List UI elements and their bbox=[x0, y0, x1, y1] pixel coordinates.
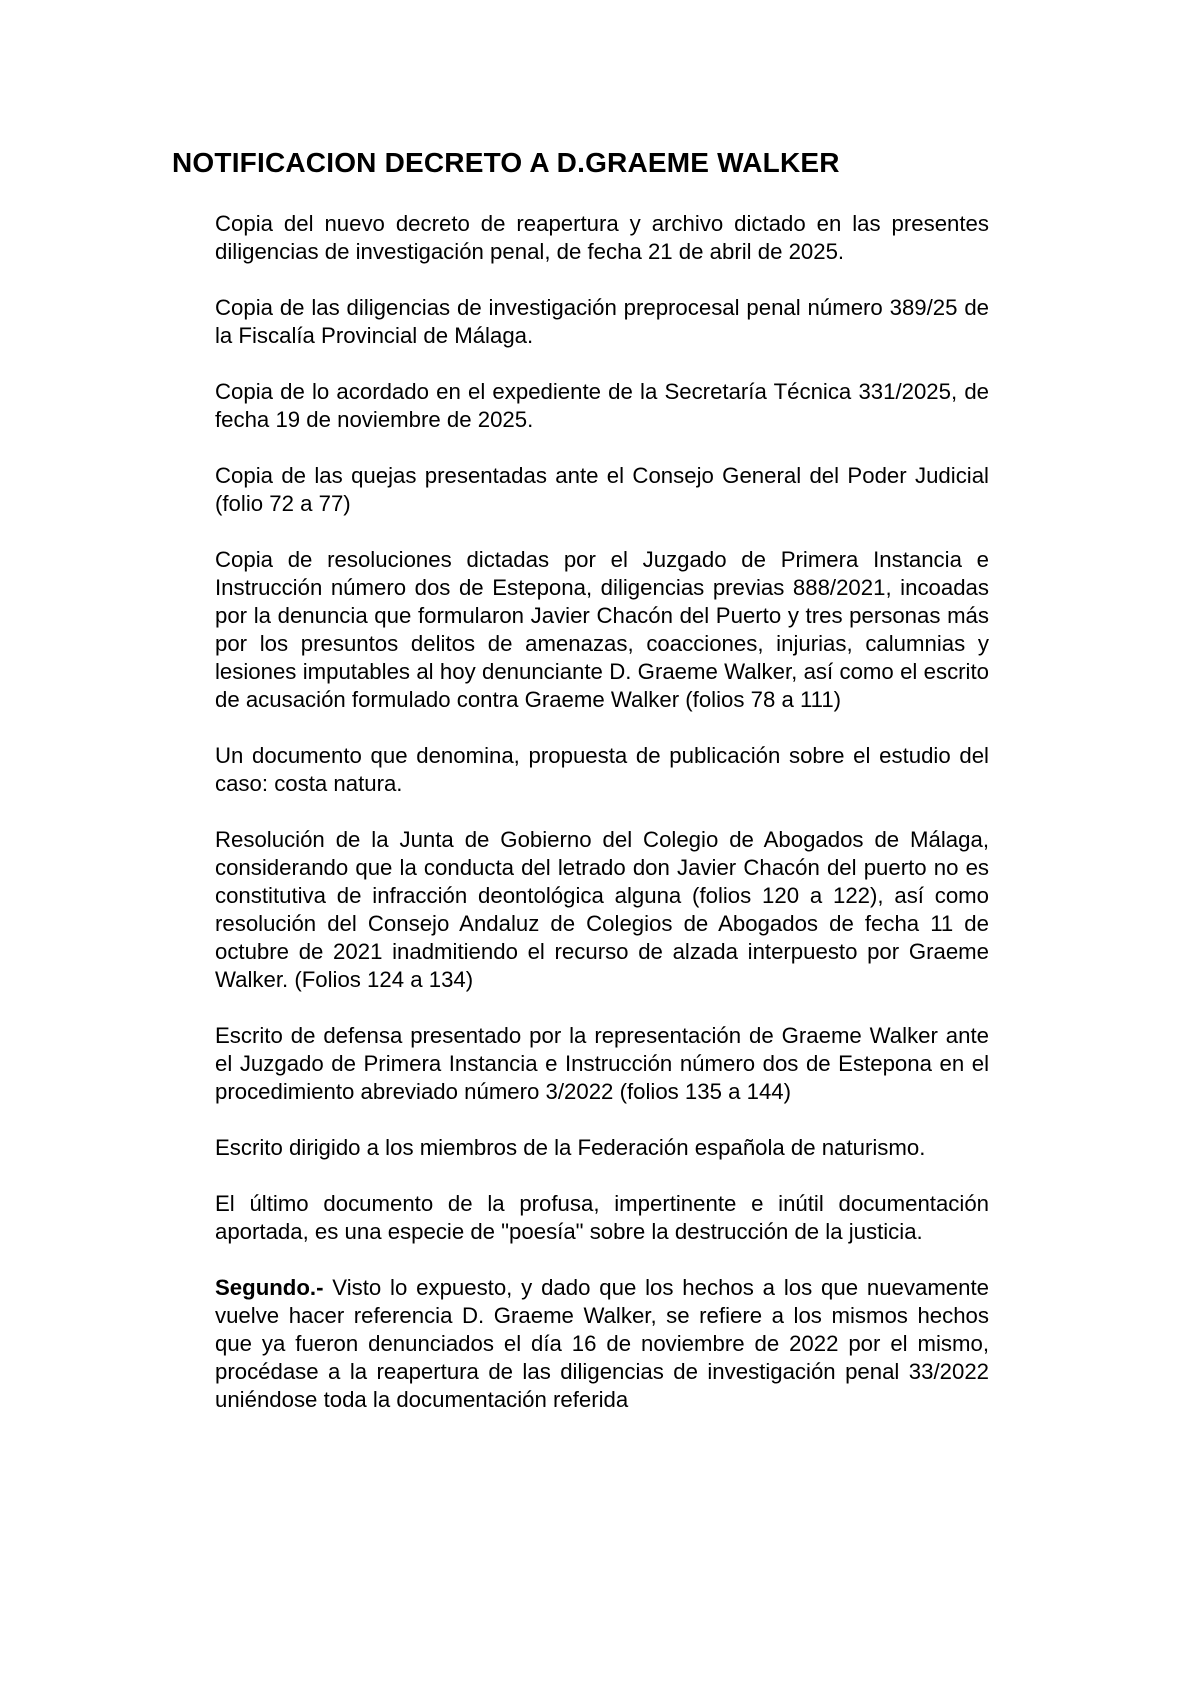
document-title: NOTIFICACION DECRETO A D.GRAEME WALKER bbox=[172, 147, 840, 178]
paragraph-resoluciones-estepona: Copia de resoluciones dictadas por el Juzgado de Primera Instancia e Instrucción número dos de Estepona, diligencias previas 888/2021, incoadas por la denuncia que formularon Javier Chacón del Puerto y tres personas más por los presuntos delitos de amenazas, coacciones, injurias, calumnias y lesiones imputables al hoy denunciante D. Graeme Walker, así como el escrito de acusación formulado contra Graeme Walker (folios 78 a 111) bbox=[215, 547, 989, 712]
paragraph-propuesta-publicacion: Un documento que denomina, propuesta de publicación sobre el estudio del caso: costa natura. bbox=[215, 743, 989, 796]
paragraph-secretaria-tecnica: Copia de lo acordado en el expediente de la Secretaría Técnica 331/2025, de fecha 19 de noviembre de 2025. bbox=[215, 379, 989, 432]
segundo-label: Segundo.- bbox=[215, 1275, 324, 1300]
segundo-text: Visto lo expuesto, y dado que los hechos a los que nuevamente vuelve hacer referencia D. Graeme Walker, se refiere a los mismos hechos que ya fueron denunciados el día 16 de noviembre de 2022 por el mismo, procédase a la reapertura de las diligencias de investigación penal 33/2022 uniéndose toda la documentación referida bbox=[215, 1275, 989, 1412]
paragraph-segundo bbox=[215, 1274, 989, 1414]
paragraph-escrito-defensa: Escrito de defensa presentado por la representación de Graeme Walker ante el Juzgado de Primera Instancia e Instrucción número dos de Estepona en el procedimiento abreviado número 3/2022 (folios 135 a 144) bbox=[215, 1023, 989, 1104]
paragraph-federacion-naturismo: Escrito dirigido a los miembros de la Federación española de naturismo. bbox=[215, 1135, 926, 1160]
paragraph-colegio-abogados: Resolución de la Junta de Gobierno del Colegio de Abogados de Málaga, considerando que la conducta del letrado don Javier Chacón del puerto no es constitutiva de infracción deontológica alguna (folios 120 a 122), así como resolución del Consejo Andaluz de Colegios de Abogados de fecha 11 de octubre de 2021 inadmitiendo el recurso de alzada interpuesto por Graeme Walker. (Folios 124 a 134) bbox=[215, 827, 989, 992]
paragraph-diligencias-389: Copia de las diligencias de investigación preprocesal penal número 389/25 de la Fiscalía Provincial de Málaga. bbox=[215, 295, 989, 348]
paragraph-quejas-cgpj: Copia de las quejas presentadas ante el Consejo General del Poder Judicial (folio 72 a 77) bbox=[215, 463, 989, 516]
document-body bbox=[215, 210, 989, 1442]
paragraph-decreto-reapertura: Copia del nuevo decreto de reapertura y archivo dictado en las presentes diligencias de investigación penal, de fecha 21 de abril de 2025. bbox=[215, 211, 989, 264]
paragraph-ultimo-documento: El último documento de la profusa, impertinente e inútil documentación aportada, es una especie de "poesía" sobre la destrucción de la justicia. bbox=[215, 1191, 989, 1244]
